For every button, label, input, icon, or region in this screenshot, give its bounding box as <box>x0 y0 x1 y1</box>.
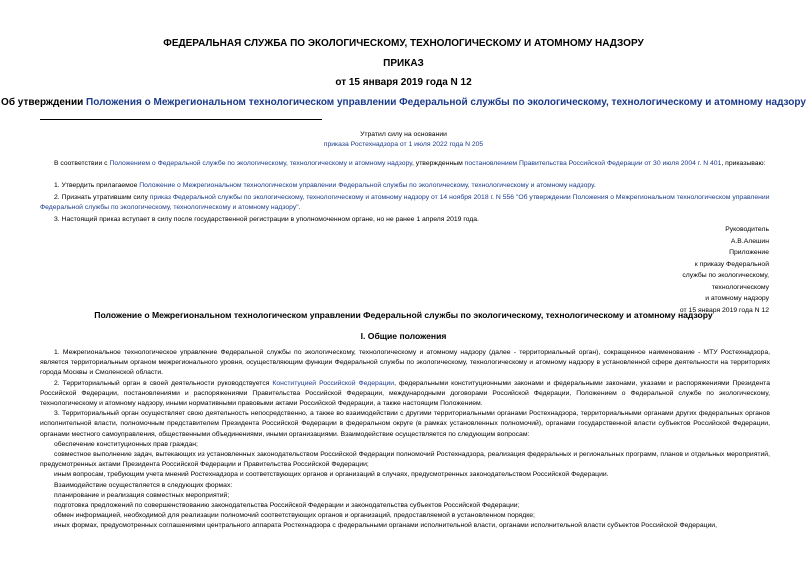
order-item-2 <box>40 193 770 213</box>
issuing-authority: ФЕДЕРАЛЬНАЯ СЛУЖБА ПО ЭКОЛОГИЧЕСКОМУ, ТЕХНОЛОГИЧЕСКОМУ И АТОМНОМУ НАДЗОРУ <box>163 38 644 49</box>
paragraph: совместное выполнение задач, вытекающих из установленных законодательством Российской Федерации полномочий Ростехнадзора, реализация федеральных и региональных программ, планов и отдельных мероприятий, предусмотренных актами Президента Российской Федерации и Правительства Российской Федерации; <box>40 451 770 469</box>
appendix-label: Приложение <box>729 249 769 256</box>
appendix-date: от 15 января 2019 года N 12 <box>679 306 769 314</box>
preamble-link-decree[interactable]: постановлением Правительства Российской Федерации от 30 июля 2004 г. N 401 <box>464 160 722 167</box>
signer-name: А.В.Алешин <box>730 237 769 245</box>
title-link[interactable]: Положения о Межрегиональном технологическом управлении Федеральной службы по экологическому, технологическому и атомному надзору <box>86 97 806 108</box>
item-text: 2. Признать утратившим силу <box>54 194 150 201</box>
appendix-line: технологическому <box>711 283 769 291</box>
constitution-link[interactable]: Конституцией Российской Федерации <box>272 379 395 387</box>
paragraph: планирование и реализация совместных мероприятий; <box>54 491 230 499</box>
preamble-text: , утвержденным <box>412 160 465 167</box>
signature-block <box>569 224 769 316</box>
status-note-link-line <box>0 141 807 148</box>
paragraph: 1. Межрегиональное технологическое управление Федеральной службы по экологическому, технологическому и атомному надзору (далее - территориальный орган), сокращенное наименование - МТУ Ростехнадзора, является территориальным органом межрегионального уровня, осуществляющим функции Федеральной службы по экологическому, технологическому и атомному надзору в установленной сфере деятельности на территориях города Москвы и Смоленской области. <box>40 349 770 377</box>
signer-role: Руководитель <box>725 226 769 233</box>
paragraph: подготовка предложений по совершенствованию законодательства Российской Федерации и законодательства субъектов Российской Федерации; <box>54 502 520 510</box>
item-2-link[interactable]: приказ Федеральной службы по экологическому, технологическому и атомному надзору от 14 ноября 2018 г. N 556 "Об утверждении Положения о Межрегиональном технологическом управлении Федеральной службы по экологическому, технологическому и атомному надзору" <box>40 194 770 211</box>
paragraph: обеспечение конституционных прав граждан; <box>54 440 198 448</box>
appendix-line: к приказу Федеральной <box>694 260 769 268</box>
section-heading: I. Общие положения <box>360 331 447 341</box>
preamble-text: , приказываю: <box>721 160 766 167</box>
title-prefix: Об утверждении <box>1 97 87 108</box>
divider <box>40 119 322 120</box>
document-date: от 15 января 2019 года N 12 <box>335 77 472 88</box>
item-text: 1. Утвердить прилагаемое <box>54 182 140 189</box>
document-title <box>0 97 807 108</box>
paragraph: иных формах, предусмотренных соглашениями центрального аппарата Ростехнадзора с федеральными органами исполнительной власти, органами исполнительной власти субъектов Российской Федерации, <box>54 522 717 530</box>
status-note: Утратил силу на основании <box>360 131 447 138</box>
preamble-text: В соответствии с <box>54 160 110 167</box>
paragraph-text: , федеральными конституционными законами и федеральными законами, указами и распоряжениями Президента Российской Федерации, постановлениями и распоряжениями Правительства Российской Федерации, международными договорами Российской Федерации, Положением о Федеральной службе по экологическому, технологическому и атомному надзору, иными нормативными правовыми актами Российской Федерации, а также настоящим Положением. <box>40 379 770 408</box>
regulation-body <box>40 348 770 532</box>
repealing-order-link[interactable]: приказа Ростехнадзора от 1 июля 2022 года N 205 <box>323 141 484 148</box>
order-item-3: 3. Настоящий приказ вступает в силу после государственной регистрации в уполномоченном органе, но не ранее 1 апреля 2019 года. <box>54 216 479 223</box>
paragraph: 3. Территориальный орган осуществляет свою деятельность непосредственно, а также во взаимодействии с другими территориальными органами Ростехнадзора, территориальными органами других федеральных органов исполнительной власти, полномочным представителем Президента Российской Федерации в федеральном округе (в рамках установленных полномочий), органами государственной власти субъектов Российской Федерации, органами местного самоуправления, общественными объединениями, иными организациями. Взаимодействие осуществляется по следующим вопросам: <box>40 410 770 438</box>
appendix-line: службы по экологическому, <box>682 272 769 279</box>
item-text: . <box>298 204 301 211</box>
item-text: . <box>593 182 596 189</box>
paragraph: иным вопросам, требующим учета мнений Ростехнадзора и соответствующих органов и организаций в случаях, предусмотренных законодательством Российской Федерации. <box>54 471 609 479</box>
preamble-link-regulation[interactable]: Положением о Федеральной службе по экологическому, технологическому и атомному надзору <box>109 160 413 167</box>
paragraph-text: 2. Территориальный орган в своей деятельности руководствуется <box>54 379 273 387</box>
document-kind: ПРИКАЗ <box>383 58 424 69</box>
paragraph: Взаимодействие осуществляется в следующих формах: <box>54 481 233 489</box>
preamble <box>40 159 770 169</box>
order-item-1 <box>40 181 770 191</box>
paragraph <box>40 379 770 410</box>
appendix-line: и атомному надзору <box>705 295 769 302</box>
paragraph: обмен информацией, необходимой для реализации полномочий соответствующих органов и организаций, предоставляемой в установленном порядке; <box>54 512 535 520</box>
item-1-link[interactable]: Положение о Межрегиональном технологическом управлении Федеральной службы по экологическому, технологическому и атомному надзору <box>139 182 594 189</box>
regulation-title: Положение о Межрегиональном технологическом управлении Федеральной службы по экологическому, технологическому и атомному надзору <box>94 310 713 320</box>
